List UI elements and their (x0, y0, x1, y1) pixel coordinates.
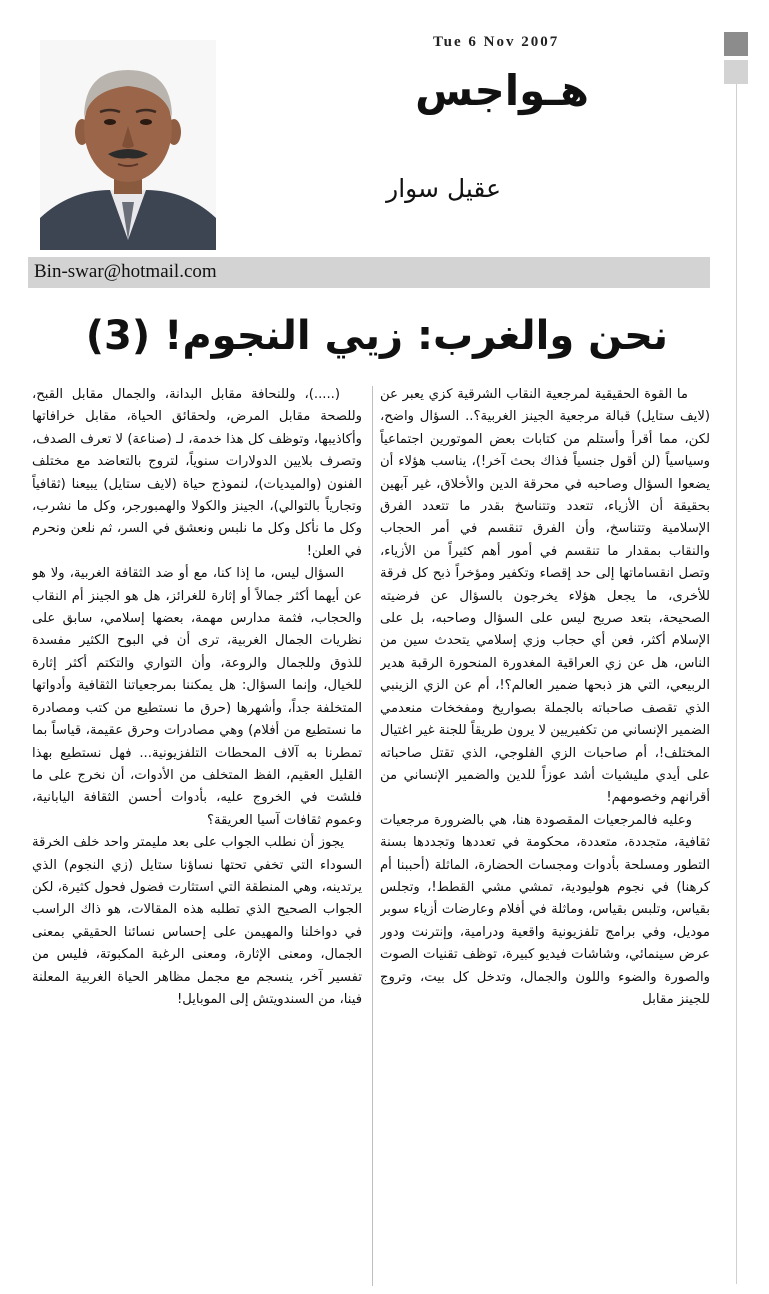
paragraph: (.....)، وللنحافة مقابل البدانة، والجمال مقابل القبح، وللصحة مقابل المرض، ولحقائق الحياة، مقابل خرافاتها وأكاذيبها، وتوظف كل هذا خدمة، لـ (صناعة) لا تعرف الصدف، وتصرف بلايين الدولارات سنوياً، لتروج بالتعاضد مع مختلف الفنون (والميديات)، لنموذج حياة (لايف ستايل) يبيعنا (ثقافياً وتجارياً بالتوالي)، الجينز والكولا والهمبورجر، وكل ما نشرب، وكل ما نأكل وكل ما نلبس ونعشق في السر، ثم نلعن ونحرم في العلن! (32, 387, 362, 559)
article-column-left (32, 384, 362, 1284)
article-headline: نحن والغرب: زيي النجوم! (3) (85, 313, 668, 359)
paragraph: السؤال ليس، ما إذا كنا، مع أو ضد الثقافة الغربية، ولا هو عن أيهما أكثر جمالاً أو إثارة للغرائز، هل هو الجينز أم النقاب والحجاب، فثمة مدارس مهمة، بعضها إسلامي، سابق على نظريات الجمال الغربية، ترى أن في البوح الكثير مفسدة للذوق وللجمال والروعة، وأن التواري والتكتم أكثر إثارة للخيال، وإنما السؤال: هل يمكننا بمرجعياتنا الثقافية وأدواتها المتخلفة جداً، وأشهرها (حرق ما نستطيع من كتب ومصادرة ما نستطيع من أفلام) وهي مصادرات وحرق عقيمة، قياساً بما تمطرنا به آلاف المحطات التلفزيونية... فهل نستطيع بهذا القليل العقيم، الفظ المتخلف من الأدوات، أن نخرج على ما فلشت في الخروج عليه، بأدوات أحسن الثقافة اليابانية، وعموم ثقافات آسيا العريقة؟ (32, 566, 362, 828)
publication-date: Tue 6 Nov 2007 (433, 34, 560, 50)
author-email: Bin-swar@hotmail.com (34, 261, 217, 282)
email-bar (28, 257, 710, 288)
author-photo (40, 40, 216, 250)
paragraph: يجوز أن نطلب الجواب على بعد مليمتر واحد خلف الخرقة السوداء التي تخفي تحتها نساؤنا ستايل (زي النجوم) الذي يرتدينه، وهي المنطقة التي استثارت فضول فحول كثيرة، لكن الجواب الصحيح الذي تطلبه هذه المقالات، هو ذاك الراسب في دواخلنا والمهيمن على إحساس نسائنا الحقيقي بمعنى الجمال، ومعنى الإثارة، ومعنى الرغبة المكبوتة، فليس من تفسير آخر، ينسجم مع مجمل مظاهر الحياة الغربية المعلنة فينا، من السندويتش إلى الموبايل! (32, 835, 362, 1007)
decorative-square-light (724, 60, 748, 84)
author-portrait-icon (40, 40, 216, 250)
column-title: هـواجس (415, 66, 589, 115)
paragraph: ما القوة الحقيقية لمرجعية النقاب الشرقية كزي يعبر عن (لايف ستايل) قبالة مرجعية الجينز الغربية؟.. السؤال واضح، لكن، مما أقرأ وأستلم من كتابات بعض الموتورين اجتماعياً وسياسياً (لن أقول جنسياً فذاك بحث آخر!)، يناسب هؤلاء أن يضعوا السؤال وصاحبه في محرقة الدين والأخلاق، غير آبهين بحقيقة أن الأزياء، تتعدد وتتناسخ بقدر ما تتعدد الفرق الإسلامية وتتناسخ، وأن الفرق تنقسم في أمر الحجاب والنقاب بمقدار ما تنقسم في أمور أهم كثيراً من الأزياء، وتصل انقساماتها إلى حد إقصاء وتكفير ومؤخراً ذبح كل فرقة للأخرى، ما يجعل هؤلاء يخرجون بالسؤال عن فرضيته الصحيحة، بتعد صريح ليس على السؤال وصاحبه، بل على الإسلام أكثر، فعن أي حجاب وزي إسلامي يتحدث سين من الناس، هل عن زي العراقية المغدورة المنحورة الرقبة هدير الربيعي، التي هز ذبحها ضمير العالم؟!، أم عن الزي الزينبي الذي تقصف صاحباته بالجملة بصواريخ ومفخخات منعدمي الضمير الإنساني من تكفيريين لا يرون طريقاً للجنة غير اغتيال المختلف!، أم صاحبات الزي الفلوجي، الذي تقتل صاحباته على أيدي مليشيات أشد عوزاً للدين والضمير الإنساني من أقرانهم وخصومهم! (380, 387, 710, 806)
paragraph: وعليه فالمرجعيات المقصودة هنا، هي بالضرورة مرجعيات ثقافية، متجددة، متعددة، محكومة في تعددها وتجددها بسنة التطور ومسلحة بأدوات ومجسات الحضارة، الماثلة (أحببنا أم كرهنا) في نجوم هوليودية، تمشي مشي القطط!، وتجلس بقياس، وتلبس بقياس، وماثلة في أفلام وعارضات أزياء سوبر موديل، وفي برامج تلفزيونية واقعية ودرامية، وإنترنت ودور عرض سينمائي، وشاشات فيديو كبيرة، توظف تقنيات الصوت والصورة والضوء واللون والجمال، وتدخل كل بيت، وتروج للجينز مقابل (380, 812, 710, 1007)
author-name: عقيل سوار (386, 174, 501, 203)
decorative-square-dark (724, 32, 748, 56)
column-divider (372, 386, 373, 1286)
margin-rule (736, 84, 737, 1284)
article-column-right (380, 384, 710, 1284)
